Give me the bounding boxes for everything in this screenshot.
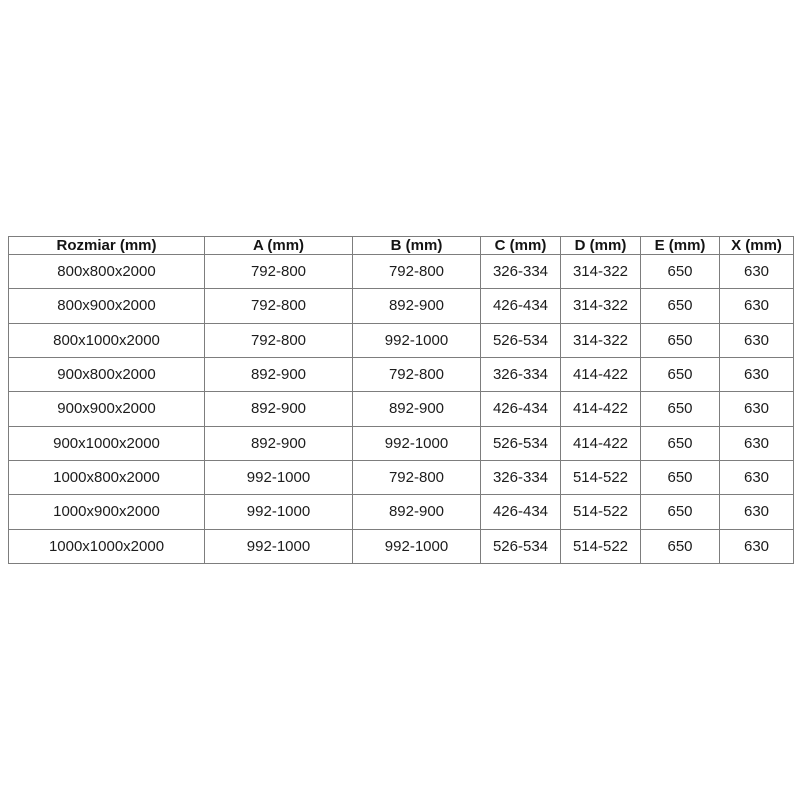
cell-e: 650 [641, 289, 720, 323]
cell-a: 992-1000 [205, 529, 353, 563]
cell-e: 650 [641, 357, 720, 391]
cell-a: 992-1000 [205, 460, 353, 494]
cell-e: 650 [641, 426, 720, 460]
header-cell-b: B (mm) [353, 237, 481, 255]
cell-e: 650 [641, 392, 720, 426]
cell-b: 992-1000 [353, 323, 481, 357]
header-cell-e: E (mm) [641, 237, 720, 255]
cell-b: 892-900 [353, 495, 481, 529]
cell-rozmiar: 1000x900x2000 [9, 495, 205, 529]
cell-e: 650 [641, 495, 720, 529]
cell-x: 630 [720, 460, 794, 494]
header-cell-c: C (mm) [481, 237, 561, 255]
cell-c: 326-334 [481, 255, 561, 289]
cell-c: 526-534 [481, 529, 561, 563]
cell-x: 630 [720, 323, 794, 357]
header-cell-d: D (mm) [561, 237, 641, 255]
cell-x: 630 [720, 289, 794, 323]
cell-b: 892-900 [353, 392, 481, 426]
cell-d: 414-422 [561, 357, 641, 391]
cell-d: 514-522 [561, 460, 641, 494]
table-body [9, 255, 794, 564]
dimensions-table [8, 236, 794, 564]
cell-d: 314-322 [561, 255, 641, 289]
cell-x: 630 [720, 357, 794, 391]
cell-b: 792-800 [353, 460, 481, 494]
header-cell-x: X (mm) [720, 237, 794, 255]
cell-rozmiar: 1000x1000x2000 [9, 529, 205, 563]
cell-a: 792-800 [205, 289, 353, 323]
cell-rozmiar: 800x900x2000 [9, 289, 205, 323]
table-row [9, 529, 794, 563]
cell-x: 630 [720, 392, 794, 426]
table-row [9, 357, 794, 391]
cell-b: 892-900 [353, 289, 481, 323]
cell-b: 992-1000 [353, 529, 481, 563]
cell-a: 892-900 [205, 357, 353, 391]
cell-c: 526-534 [481, 323, 561, 357]
cell-x: 630 [720, 529, 794, 563]
cell-c: 426-434 [481, 289, 561, 323]
cell-x: 630 [720, 495, 794, 529]
table-row [9, 426, 794, 460]
cell-c: 326-334 [481, 357, 561, 391]
cell-rozmiar: 800x1000x2000 [9, 323, 205, 357]
cell-b: 992-1000 [353, 426, 481, 460]
table-row [9, 255, 794, 289]
cell-a: 892-900 [205, 426, 353, 460]
cell-rozmiar: 900x800x2000 [9, 357, 205, 391]
cell-rozmiar: 900x1000x2000 [9, 426, 205, 460]
cell-c: 426-434 [481, 495, 561, 529]
table-row [9, 495, 794, 529]
cell-d: 514-522 [561, 495, 641, 529]
cell-e: 650 [641, 323, 720, 357]
cell-a: 792-800 [205, 323, 353, 357]
cell-c: 426-434 [481, 392, 561, 426]
table-row [9, 289, 794, 323]
cell-d: 314-322 [561, 323, 641, 357]
cell-rozmiar: 900x900x2000 [9, 392, 205, 426]
cell-b: 792-800 [353, 255, 481, 289]
cell-a: 892-900 [205, 392, 353, 426]
cell-rozmiar: 800x800x2000 [9, 255, 205, 289]
cell-d: 314-322 [561, 289, 641, 323]
cell-b: 792-800 [353, 357, 481, 391]
cell-c: 526-534 [481, 426, 561, 460]
cell-x: 630 [720, 255, 794, 289]
table-row [9, 392, 794, 426]
header-cell-a: A (mm) [205, 237, 353, 255]
cell-x: 630 [720, 426, 794, 460]
cell-e: 650 [641, 529, 720, 563]
table-row [9, 323, 794, 357]
cell-d: 514-522 [561, 529, 641, 563]
table-row [9, 460, 794, 494]
cell-a: 792-800 [205, 255, 353, 289]
cell-rozmiar: 1000x800x2000 [9, 460, 205, 494]
cell-e: 650 [641, 255, 720, 289]
cell-e: 650 [641, 460, 720, 494]
header-cell-rozmiar: Rozmiar (mm) [9, 237, 205, 255]
table-header-row [9, 237, 794, 255]
cell-c: 326-334 [481, 460, 561, 494]
cell-d: 414-422 [561, 426, 641, 460]
cell-a: 992-1000 [205, 495, 353, 529]
cell-d: 414-422 [561, 392, 641, 426]
